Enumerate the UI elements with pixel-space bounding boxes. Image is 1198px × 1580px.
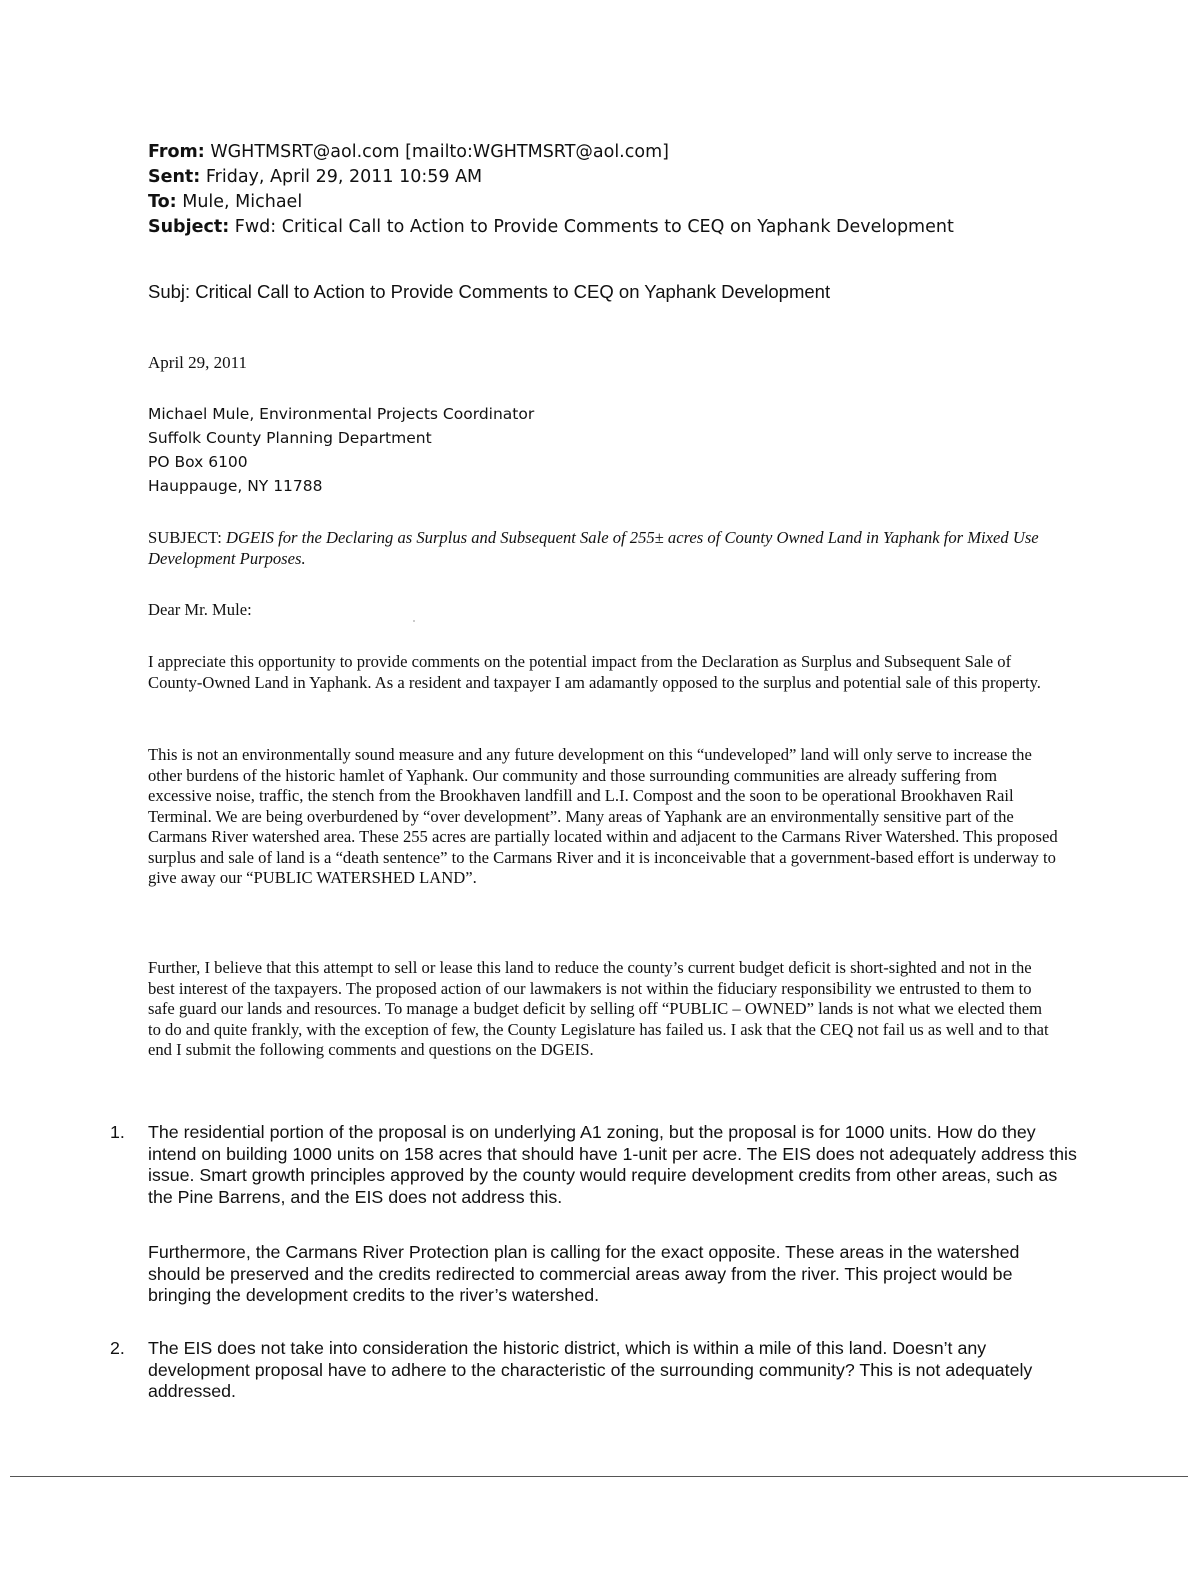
letter-subject (148, 528, 1048, 569)
email-to-row (148, 190, 1148, 215)
address-line: Suffolk County Planning Department (148, 429, 432, 447)
body-paragraph: This is not an environmentally sound measure and any future development on this “undeveloped” land will only serve to increase the other burdens of the historic hamlet of Yaphank. Our community and those surrounding communities are already suffering from excessive noise, traffic, the stench from the Brookhaven landfill and L.I. Compost and the soon to be operational Brookhaven Rail Terminal. We are being overburdened by “over development”. Many areas of Yaphank are an environmentally sensitive part of the Carmans River watershed area. These 255 acres are partially located within and adjacent to the Carmans River Watershed. This proposed surplus and sale of land is a “death sentence” to the Carmans River and it is inconceivable that a government-based effort is underway to give away our “PUBLIC WATERSHED LAND”. (148, 745, 1058, 887)
sent-label: Sent: (148, 167, 201, 187)
letter-subject-label: SUBJECT: (148, 528, 222, 547)
sent-value: Friday, April 29, 2011 10:59 AM (205, 167, 483, 187)
body-paragraph: I appreciate this opportunity to provide comments on the potential impact from the Declaration as Surplus and Subsequent Sale of County-Owned Land in Yaphank. As a resident and taxpayer I am adamantly opposed to the surplus and potential sale of this property. (148, 652, 1041, 692)
email-sent-row (148, 165, 1148, 190)
body-paragraph: Further, I believe that this attempt to sell or lease this land to reduce the county’s current budget deficit is short-sighted and not in the best interest of the taxpayers. The proposed action of our lawmakers is not within the fiduciary responsibility we entrusted to them to safe guard our lands and resources. To manage a budget deficit by selling off “PUBLIC – OWNED” lands is not what we elected them to do and quite frankly, with the exception of few, the County Legislature has failed us. I ask that the CEQ not fail us as well and to that end I submit the following comments and questions on the DGEIS. (148, 958, 1049, 1059)
item-number: 1. (110, 1122, 125, 1142)
to-label: To: (148, 192, 177, 212)
salutation: Dear Mr. Mule: (148, 600, 252, 619)
recipient-address (148, 402, 848, 498)
scan-speck (413, 620, 415, 622)
footer-divider (10, 1476, 1188, 1477)
item-text: The residential portion of the proposal is on underlying A1 zoning, but the proposal is for 1000 units. How do they intend on building 1000 units on 158 acres that should have 1-unit per acre. The EIS does not adequately address this issue. Smart growth principles approved by the county would require development credits from other areas, such as the Pine Barrens, and the EIS does not address this. (148, 1122, 1077, 1207)
email-subject-row (148, 215, 1148, 240)
address-line: Michael Mule, Environmental Projects Coordinator (148, 405, 535, 423)
email-from-row (148, 140, 1148, 165)
address-line: PO Box 6100 (148, 453, 248, 471)
address-line: Hauppauge, NY 11788 (148, 477, 323, 495)
item-continuation: Furthermore, the Carmans River Protection plan is calling for the exact opposite. These areas in the watershed should be preserved and the credits redirected to commercial areas away from the river. This project would be bringing the development credits to the river’s watershed. (148, 1242, 1020, 1305)
forwarded-subject-line: Subj: Critical Call to Action to Provide Comments to CEQ on Yaphank Development (148, 281, 831, 302)
letter-date: April 29, 2011 (148, 353, 248, 372)
subject-label: Subject: (148, 217, 230, 237)
email-header (148, 140, 1148, 240)
item-text: The EIS does not take into consideration the historic district, which is within a mile of this land. Doesn’t any development proposal have to adhere to the characteristic of the surrounding community? This is not adequately addressed. (148, 1338, 1033, 1401)
item-number: 2. (110, 1338, 125, 1358)
from-value: WGHTMSRT@aol.com [mailto:WGHTMSRT@aol.com] (210, 142, 669, 162)
from-label: From: (148, 142, 205, 162)
subject-value: Fwd: Critical Call to Action to Provide Comments to CEQ on Yaphank Development (234, 217, 954, 237)
to-value: Mule, Michael (182, 192, 303, 212)
letter-subject-text: DGEIS for the Declaring as Surplus and Subsequent Sale of 255± acres of County Owned Land in Yaphank for Mixed Use Development Purposes. (148, 528, 1039, 568)
